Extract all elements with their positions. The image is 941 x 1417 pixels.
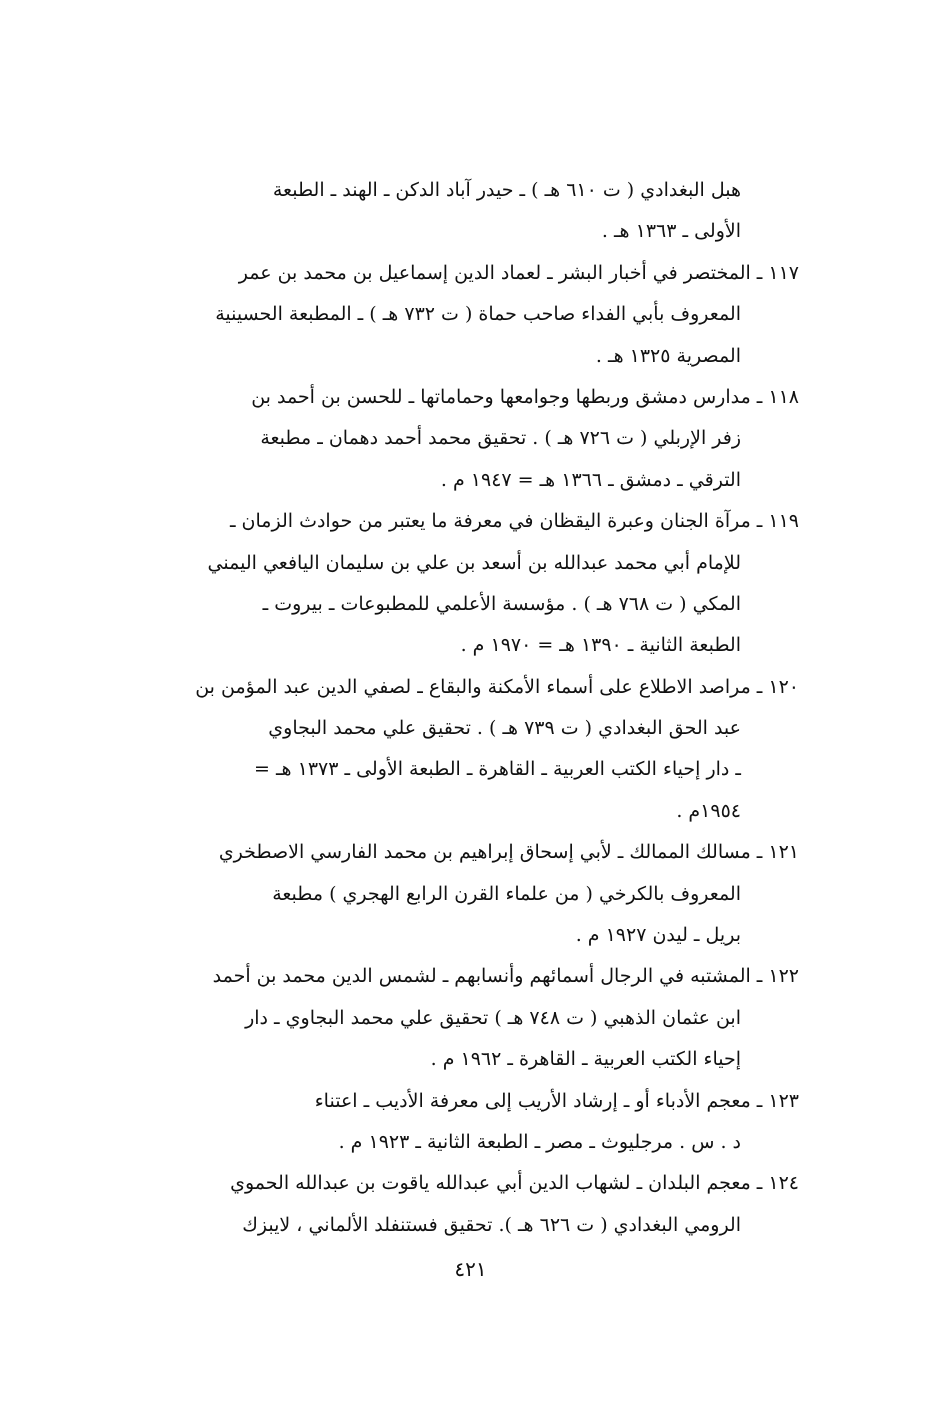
entry-text: المعروف بالكرخي ( من علماء القرن الرابع الهجري ) مطبعة	[272, 882, 741, 905]
entry-first-line	[132, 667, 799, 708]
entry-text: ـ معجم البلدان ـ لشهاب الدين أبي عبدالله ياقوت بن عبدالله الحموي	[230, 1172, 763, 1195]
entry-text: ـ مسالك الممالك ـ لأبي إسحاق إبراهيم بن محمد الفارسي الاصطخري	[218, 841, 763, 864]
entry-continuation-line	[132, 998, 799, 1039]
entry-continuation-line	[132, 584, 799, 625]
entry-continuation-line	[132, 336, 799, 377]
page-number: ٤٢١	[454, 1257, 487, 1281]
entry-number: ١٢٣	[768, 1089, 799, 1112]
bibliography-list	[132, 170, 799, 1246]
entry-text: ابن عثمان الذهبي ( ت ٧٤٨ هـ ) تحقيق علي محمد البجاوي ـ دار	[245, 1006, 741, 1029]
entry-text: ١٩٥٤م .	[676, 799, 741, 822]
entry-text: المكي ( ت ٧٦٨ هـ ) . مؤسسة الأعلمي للمطبوعات ـ بيروت ـ	[262, 592, 741, 615]
entry-text: المعروف بأبي الفداء صاحب حماة ( ت ٧٣٢ هـ ) ـ المطبعة الحسينية	[215, 303, 741, 326]
entry-continuation-line	[132, 543, 799, 584]
entry-continuation-line	[132, 915, 799, 956]
entry-number: ١٢١	[768, 841, 799, 864]
entry-text: ـ مدارس دمشق وربطها وجوامعها وحماماتها ـ للحسن بن أحمد بن	[251, 385, 763, 408]
entry-first-line	[132, 1081, 799, 1122]
entry-continuation-line	[132, 294, 799, 335]
entry-text: د . س . مرجليوث ـ مصر ـ الطبعة الثانية ـ ١٩٢٣ م .	[338, 1130, 741, 1153]
entry-number: ١٢٠	[768, 675, 799, 698]
entry-number: ١١٧	[768, 261, 799, 284]
entry-text: الأولى ـ ١٣٦٣ هـ .	[601, 220, 741, 243]
entry-text: ـ مرآة الجنان وعبرة اليقظان في معرفة ما يعتبر من حوادث الزمان ـ	[229, 510, 763, 533]
entry-text: الترقي ـ دمشق ـ ١٣٦٦ هـ = ١٩٤٧ م .	[440, 468, 741, 491]
entry-text: ـ دار إحياء الكتب العربية ـ القاهرة ـ الطبعة الأولى ـ ١٣٧٣ هـ =	[254, 758, 741, 781]
entry-text: للإمام أبي محمد عبدالله بن أسعد بن علي بن سليمان اليافعي اليمني	[207, 551, 741, 574]
entry-text: عبد الحق البغدادي ( ت ٧٣٩ هـ ) . تحقيق علي محمد البجاوي	[268, 717, 741, 740]
entry-text: بريل ـ ليدن ١٩٢٧ م .	[575, 924, 741, 947]
entry-first-line	[132, 253, 799, 294]
entry-text: هبل البغدادي ( ت ٦١٠ هـ ) ـ حيدر آباد الدكن ـ الهند ـ الطبعة	[272, 179, 741, 201]
entry-continuation-line	[132, 625, 799, 666]
entry-text: ـ المشتبه في الرجال أسمائهم وأنسابهم ـ لشمس الدين محمد بن أحمد	[212, 965, 763, 988]
entry-continuation-line	[132, 749, 799, 790]
entry-text: ـ المختصر في أخبار البشر ـ لعماد الدين إسماعيل بن محمد بن عمر	[238, 261, 763, 284]
entry-first-line	[132, 832, 799, 873]
entry-continuation-line	[132, 874, 799, 915]
entry-number: ١٢٤	[768, 1172, 799, 1195]
entry-text: الطبعة الثانية ـ ١٣٩٠ هـ = ١٩٧٠ م .	[460, 634, 741, 657]
entry-text: الرومي البغدادي ( ت ٦٢٦ هـ ). تحقيق فستنفلد الألماني ، لايبزك	[242, 1213, 741, 1236]
entry-continuation-line	[132, 1122, 799, 1163]
entry-first-line	[132, 501, 799, 542]
entry-first-line	[132, 1163, 799, 1204]
entry-first-line	[132, 377, 799, 418]
entry-continuation-line	[132, 170, 799, 211]
entry-continuation-line	[132, 708, 799, 749]
entry-text: المصرية ١٣٢٥ هـ .	[595, 344, 741, 367]
entry-number: ١٢٢	[768, 965, 799, 988]
entry-continuation-line	[132, 460, 799, 501]
entry-text: زفر الإربلي ( ت ٧٢٦ هـ ) . تحقيق محمد أحمد دهمان ـ مطبعة	[260, 427, 741, 450]
entry-continuation-line	[132, 1205, 799, 1246]
entry-continuation-line	[132, 791, 799, 832]
entry-continuation-line	[132, 211, 799, 252]
entry-number: ١١٩	[768, 510, 799, 533]
entry-text: ـ مراصد الاطلاع على أسماء الأمكنة والبقاع ـ لصفي الدين عبد المؤمن بن	[195, 675, 763, 698]
entry-continuation-line	[132, 418, 799, 459]
entry-text: ـ معجم الأدباء أو ـ إرشاد الأريب إلى معرفة الأديب ـ اعتناء	[314, 1089, 763, 1112]
entry-continuation-line	[132, 1039, 799, 1080]
entry-number: ١١٨	[768, 385, 799, 408]
entry-text: إحياء الكتب العربية ـ القاهرة ـ ١٩٦٢ م .	[430, 1048, 741, 1071]
entry-first-line	[132, 956, 799, 997]
